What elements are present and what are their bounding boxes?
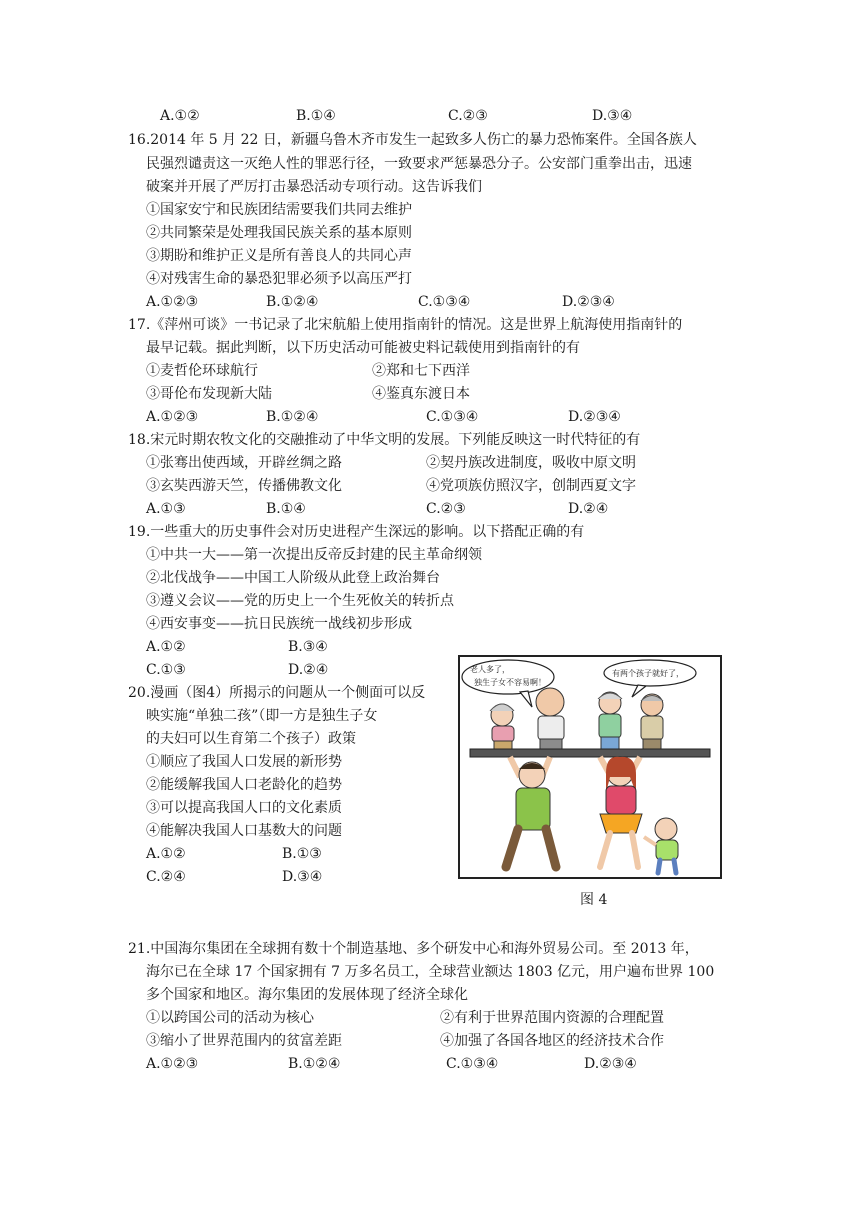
q17-option-a: A.①②③: [146, 409, 199, 425]
q20-option-d: D.③④: [282, 869, 323, 885]
q19-option-c: C.①③: [146, 662, 186, 678]
q17-stem-line-1: 17.《萍州可谈》一书记录了北宋航船上使用指南针的情况。这是世界上航海使用指南针的: [128, 317, 683, 333]
q16-stem-line-3: 破案并开展了严厉打击暴恐活动专项行动。这告诉我们: [146, 179, 482, 195]
q19-item-3: ③遵义会议——党的历史上一个生死攸关的转折点: [146, 593, 454, 609]
q18-item-1: ①张骞出使西域，开辟丝绸之路: [146, 455, 342, 471]
elderly-man-bald-icon: [536, 688, 564, 749]
figure-caption: 图 4: [580, 892, 608, 908]
mother-figure-icon: [600, 757, 642, 867]
q19-item-4: ④西安事变——抗日民族统一战线初步形成: [146, 616, 412, 632]
q21-stem-line-1: 21.中国海尔集团在全球拥有数十个制造基地、多个研发中心和海外贸易公司。至 2013 年，: [128, 941, 699, 957]
q21-option-c: C.①③④: [446, 1056, 499, 1072]
q17-option-b: B.①②④: [266, 409, 319, 425]
bubble-left-line-2: 独生子女不容易啊！: [474, 678, 546, 687]
q16-stem-line-1: 16.2014 年 5 月 22 日，新疆乌鲁木齐市发生一起致多人伤亡的暴力恐怖案件。全国各族人: [128, 132, 697, 148]
q19-option-d: D.②④: [288, 662, 329, 678]
q16-option-b: B.①②④: [266, 294, 319, 310]
cartoon-figure-4: [458, 655, 722, 879]
q18-item-4: ④党项族仿照汉字，创制西夏文字: [426, 478, 636, 494]
q21-option-d: D.②③④: [584, 1056, 637, 1072]
q18-option-c: C.②③: [426, 501, 466, 517]
q19-item-2: ②北伐战争——中国工人阶级从此登上政治舞台: [146, 570, 440, 586]
q15-option-b: B.①④: [296, 108, 336, 124]
q16-item-1: ①国家安宁和民族团结需要我们共同去维护: [146, 202, 412, 218]
q16-option-a: A.①②③: [146, 294, 199, 310]
q19-stem-line-1: 19.一些重大的历史事件会对历史进程产生深远的影响。以下搭配正确的有: [128, 524, 585, 540]
q21-item-2: ②有利于世界范围内资源的合理配置: [440, 1010, 664, 1026]
father-figure-icon: [506, 757, 556, 867]
q17-item-2: ②郑和七下西洋: [372, 363, 470, 379]
q17-option-c: C.①③④: [426, 409, 479, 425]
q20-option-b: B.①③: [282, 846, 322, 862]
q19-option-a: A.①②: [146, 639, 186, 655]
elderly-man-right-icon: [641, 694, 663, 749]
plank: [470, 749, 710, 757]
q16-item-4: ④对残害生命的暴恐犯罪必须予以高压严打: [146, 271, 412, 287]
q20-item-2: ②能缓解我国人口老龄化的趋势: [146, 777, 342, 793]
bubble-right-text: 有两个孩子就好了，: [612, 669, 684, 678]
q17-option-d: D.②③④: [568, 409, 621, 425]
bubble-left-line-1: 老人多了，: [470, 665, 510, 674]
q16-stem-line-2: 民强烈谴责这一灭绝人性的罪恶行径，一致要求严惩暴恐分子。公安部门重拳出击，迅速: [146, 156, 692, 172]
child-figure-icon: [644, 818, 678, 873]
cartoon-illustration: [460, 657, 720, 877]
q18-option-d: D.②④: [568, 501, 609, 517]
q17-item-4: ④鉴真东渡日本: [372, 386, 470, 402]
q21-item-3: ③缩小了世界范围内的贫富差距: [146, 1033, 342, 1049]
q18-option-b: B.①④: [266, 501, 306, 517]
q19-option-b: B.③④: [288, 639, 328, 655]
q21-option-b: B.①②④: [288, 1056, 341, 1072]
q21-item-4: ④加强了各国各地区的经济技术合作: [440, 1033, 664, 1049]
q20-option-c: C.②④: [146, 869, 186, 885]
q21-stem-line-3: 多个国家和地区。海尔集团的发展体现了经济全球化: [146, 987, 468, 1003]
q18-option-a: A.①③: [146, 501, 186, 517]
q20-item-1: ①顺应了我国人口发展的新形势: [146, 754, 342, 770]
q21-option-a: A.①②③: [146, 1056, 199, 1072]
q17-stem-line-2: 最早记载。据此判断，以下历史活动可能被史料记载使用到指南针的有: [146, 340, 580, 356]
q20-item-4: ④能解决我国人口基数大的问题: [146, 823, 342, 839]
q21-item-1: ①以跨国公司的活动为核心: [146, 1010, 314, 1026]
elderly-woman-right-icon: [598, 692, 622, 749]
q20-option-a: A.①②: [146, 846, 186, 862]
q18-item-3: ③玄奘西游天竺，传播佛教文化: [146, 478, 342, 494]
q16-item-2: ②共同繁荣是处理我国民族关系的基本原则: [146, 225, 412, 241]
q20-stem-line-3: 的夫妇可以生育第二个孩子）政策: [146, 731, 356, 747]
q20-stem-line-1: 20.漫画（图4）所揭示的问题从一个侧面可以反: [128, 685, 426, 701]
elderly-woman-left-icon: [490, 704, 514, 749]
q18-stem-line-1: 18.宋元时期农牧文化的交融推动了中华文明的发展。下列能反映这一时代特征的有: [128, 432, 641, 448]
q19-item-1: ①中共一大——第一次提出反帝反封建的民主革命纲领: [146, 547, 482, 563]
q15-option-c: C.②③: [448, 108, 488, 124]
q16-option-d: D.②③④: [562, 294, 615, 310]
q15-option-d: D.③④: [592, 108, 633, 124]
q15-option-a: A.①②: [160, 108, 200, 124]
q20-stem-line-2: 映实施“单独二孩”（即一方是独生子女: [146, 708, 378, 724]
q21-stem-line-2: 海尔已在全球 17 个国家拥有 7 万多名员工，全球营业额达 1803 亿元，用户遍布世界 100: [146, 964, 715, 980]
q20-item-3: ③可以提高我国人口的文化素质: [146, 800, 342, 816]
q16-option-c: C.①③④: [418, 294, 471, 310]
q18-item-2: ②契丹族改进制度，吸收中原文明: [426, 455, 636, 471]
q17-item-1: ①麦哲伦环球航行: [146, 363, 258, 379]
q16-item-3: ③期盼和维护正义是所有善良人的共同心声: [146, 248, 412, 264]
q17-item-3: ③哥伦布发现新大陆: [146, 386, 272, 402]
